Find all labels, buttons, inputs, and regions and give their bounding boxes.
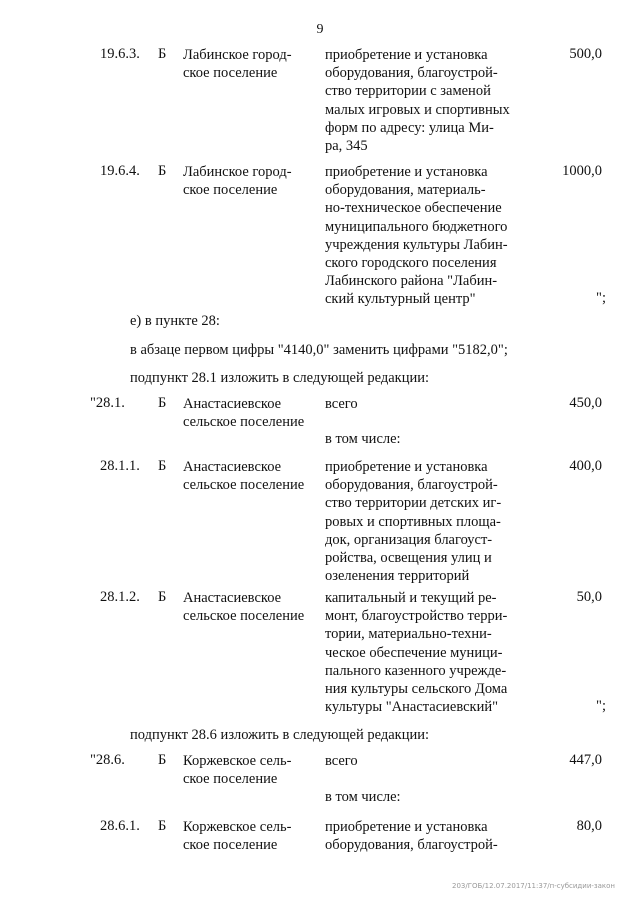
recipient-name: Коржевское сель- ское поселение: [183, 753, 292, 787]
paragraph: в абзаце первом цифры "4140,0" заменить цифрами "5182,0";: [130, 342, 508, 358]
paragraph: е) в пункте 28:: [130, 313, 220, 329]
row-number: 28.6.1.: [100, 818, 140, 834]
purpose-description: приобретение и установка оборудования, благоустрой- ство территории с заменой малых игровых и спортивных форм по адресу: улица Ми- ра, 345: [325, 47, 510, 155]
row-number: "28.6.: [90, 752, 125, 768]
amount: 450,0: [569, 395, 602, 411]
recipient-name: Лабинское город- ское поселение: [183, 164, 292, 198]
page-number: 9: [316, 22, 324, 37]
footer-stamp: 203/ГОБ/12.07.2017/11:37/п-субсидии-закон: [452, 882, 615, 890]
paragraph: подпункт 28.6 изложить в следующей редакции:: [130, 727, 430, 743]
row-number: "28.1.: [90, 395, 125, 411]
amount: 447,0: [569, 752, 602, 768]
purpose-description: всего: [325, 396, 358, 412]
purpose-description: приобретение и установка оборудования, благоустрой-: [325, 819, 498, 854]
purpose-description: капитальный и текущий ре- монт, благоустройство терри- тории, материально-техни- ческое обеспечение муници- пального казенного учрежде- ния культуры сельского Дома культуры "Анастасиевский": [325, 590, 508, 716]
recipient-name: Анастасиевское сельское поселение: [183, 590, 305, 624]
amount: 1000,0: [562, 163, 602, 179]
row-number: 19.6.3.: [100, 46, 140, 62]
closing-quote: ";: [596, 290, 606, 306]
subtext: в том числе:: [325, 431, 401, 447]
recipient-name: Анастасиевское сельское поселение: [183, 459, 305, 493]
amount: 400,0: [569, 458, 602, 474]
amount: 500,0: [569, 46, 602, 62]
row-code: Б: [158, 818, 167, 834]
row-number: 28.1.2.: [100, 589, 140, 605]
row-code: Б: [158, 395, 167, 411]
row-number: 19.6.4.: [100, 163, 140, 179]
amount: 50,0: [576, 589, 602, 605]
row-code: Б: [158, 458, 167, 474]
row-code: Б: [158, 163, 167, 179]
purpose-description: приобретение и установка оборудования, благоустрой- ство территории детских иг- ровых и спортивных площа- док, организация благоуст- ройства, освещения улиц и озеленения территорий: [325, 459, 502, 585]
row-number: 28.1.1.: [100, 458, 140, 474]
row-code: Б: [158, 752, 167, 768]
purpose-description: всего: [325, 753, 358, 769]
purpose-description: приобретение и установка оборудования, материаль- но-техническое обеспечение муниципального бюджетного учреждения культуры Лабин- ского городского поселения Лабинского района "Лабин- ский культурный центр": [325, 164, 508, 308]
row-code: Б: [158, 589, 167, 605]
recipient-name: Коржевское сель- ское поселение: [183, 819, 292, 853]
recipient-name: Лабинское город- ское поселение: [183, 47, 292, 81]
paragraph: подпункт 28.1 изложить в следующей редакции:: [130, 370, 430, 386]
amount: 80,0: [576, 818, 602, 834]
recipient-name: Анастасиевское сельское поселение: [183, 396, 305, 430]
closing-quote: ";: [596, 698, 606, 714]
row-code: Б: [158, 46, 167, 62]
subtext: в том числе:: [325, 789, 401, 805]
